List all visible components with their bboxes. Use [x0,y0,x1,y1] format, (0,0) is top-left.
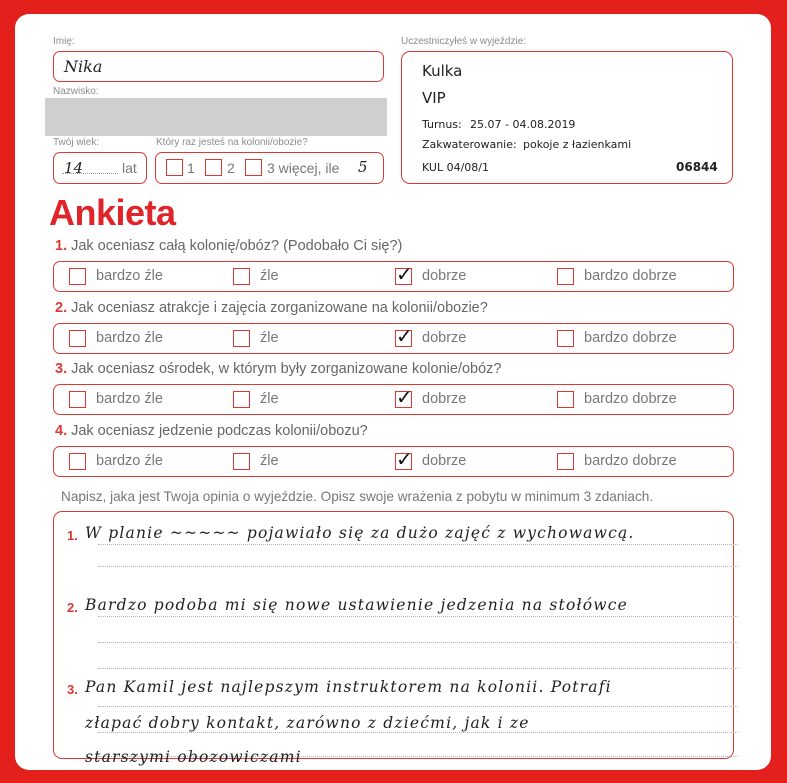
writing-line [98,668,738,669]
opinion-prompt: Napisz, jaka jest Twoja opinia o wyjeździe. Opisz swoje wrażenia z pobytu w minimum 3 zdaniach. [61,489,654,504]
survey-title: Ankieta [49,192,176,233]
answer-line: złapać dobry kontakt, zarówno z dziećmi, jak i ze [85,714,530,732]
answer-number: 2. [67,600,78,615]
check-mark: ✓ [396,385,413,409]
check-mark: ✓ [396,324,413,348]
times-option-2: 2 [227,160,235,176]
checkbox-q4-opt2[interactable] [233,453,250,470]
option-label: bardzo dobrze [584,330,677,346]
option-label: źle [260,268,279,284]
option-label: bardzo źle [96,391,163,407]
times-option-3: 3 więcej, ile [267,160,340,176]
times-field [155,152,384,184]
checkbox-q1-opt1[interactable] [69,268,86,285]
question-1 [55,238,402,254]
option-label: dobrze [422,330,467,346]
question-4 [55,423,368,439]
name-value: Nika [64,57,103,76]
checkbox-q3-opt2[interactable] [233,391,250,408]
question-3 [55,361,501,377]
checkbox-q3-opt1[interactable] [69,391,86,408]
checkbox-q3-opt4[interactable] [557,391,574,408]
checkbox-q4-opt1[interactable] [69,453,86,470]
times-option-1: 1 [187,160,195,176]
times-checkbox-3[interactable] [245,159,262,176]
option-label: źle [260,391,279,407]
checkbox-q4-opt4[interactable] [557,453,574,470]
option-label: bardzo źle [96,453,163,469]
accommodation-label: Zakwaterowanie: [422,138,517,151]
question-text: Jak oceniasz jedzenie podczas kolonii/obozu? [71,423,368,439]
option-label: źle [260,453,279,469]
answer-line: starszymi obozowiczami [85,748,302,766]
option-label: bardzo źle [96,330,163,346]
name-field[interactable] [53,51,384,82]
answer-line: W planie ~~~~~ pojawiało się za dużo zajęć z wychowawcą. [85,524,635,542]
trip-label: Uczestniczyłeś w wyjeździe: [401,36,527,47]
answer-line: Bardzo podoba mi się nowe ustawienie jedzenia na stołówce [85,596,628,614]
writing-line [98,566,738,567]
question-text: Jak oceniasz ośrodek, w którym były zorganizowane kolonie/obóz? [71,361,502,377]
option-label: źle [260,330,279,346]
writing-line [98,732,738,733]
checkbox-q1-opt2[interactable] [233,268,250,285]
turnus-value: 25.07 - 04.08.2019 [470,118,576,131]
times-checkbox-1[interactable] [166,159,183,176]
age-field[interactable] [53,152,147,184]
trip-category: VIP [422,89,446,107]
writing-line [98,544,738,545]
trip-name: Kulka [422,62,463,80]
option-label: bardzo źle [96,268,163,284]
answer-number: 1. [67,528,78,543]
writing-line [98,616,738,617]
age-unit: lat [122,160,137,176]
writing-line [98,706,738,707]
option-label: bardzo dobrze [584,268,677,284]
trip-code: KUL 04/08/1 [422,161,489,174]
option-label: dobrze [422,453,467,469]
check-mark: ✓ [396,447,413,471]
check-mark: ✓ [396,262,413,286]
question-number: 2. [55,300,68,316]
checkbox-q2-opt1[interactable] [69,330,86,347]
question-text: Jak oceniasz całą kolonię/obóz? (Podobało Ci się?) [71,238,403,254]
surname-redacted [45,98,387,136]
surname-label: Nazwisko: [53,86,99,97]
age-label: Twój wiek: [53,137,100,148]
question-text: Jak oceniasz atrakcje i zajęcia zorganizowane na kolonii/obozie? [71,300,488,316]
question-number: 1. [55,238,68,254]
option-label: bardzo dobrze [584,453,677,469]
writing-line [98,642,738,643]
checkbox-q2-opt2[interactable] [233,330,250,347]
checkbox-q1-opt4[interactable] [557,268,574,285]
trip-number: 06844 [676,160,718,174]
age-value: 14 [64,159,84,177]
checkbox-q2-opt4[interactable] [557,330,574,347]
times-label: Który raz jesteś na kolonii/obozie? [156,137,308,148]
accommodation-value: pokoje z łazienkami [523,138,632,151]
option-label: dobrze [422,268,467,284]
times-value: 5 [358,158,368,176]
question-number: 4. [55,423,68,439]
answer-number: 3. [67,682,78,697]
trip-card [401,51,733,184]
times-checkbox-2[interactable] [205,159,222,176]
turnus-label: Turnus: [422,118,462,131]
option-label: bardzo dobrze [584,391,677,407]
answer-line: Pan Kamil jest najlepszym instruktorem na kolonii. Potrafi [85,678,612,696]
question-number: 3. [55,361,68,377]
name-label: Imię: [53,36,75,47]
option-label: dobrze [422,391,467,407]
question-2 [55,300,488,316]
survey-sheet [15,14,771,770]
